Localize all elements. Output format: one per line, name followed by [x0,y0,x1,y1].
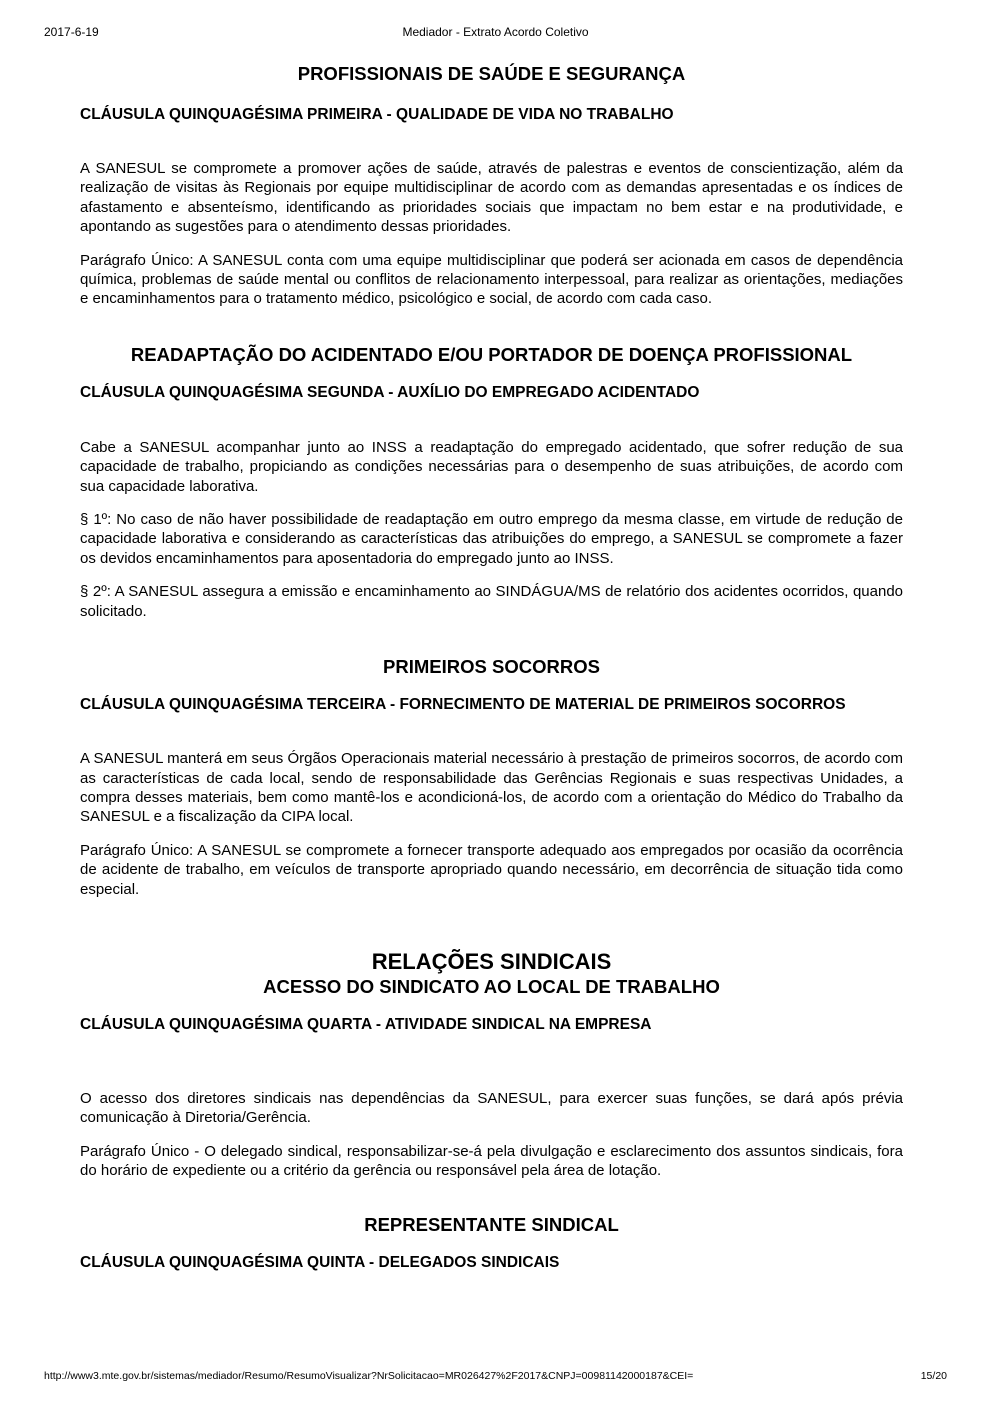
clause-51-paragraph-1: A SANESUL se compromete a promover ações de saúde, através de palestras e eventos de conscientização, além da realização de visitas às Regionais por equipe multidisciplinar de acordo com as demandas apresentadas e os índices de afastamento e absenteísmo, identificando as prioridades sociais que impactam no bem estar e na produtividade, e apontando as sugestões para o atendimento dessas prioridades. [80,160,903,236]
clause-53-paragraph-2: Parágrafo Único: A SANESUL se compromete a fornecer transporte adequado aos empregados por ocasião da ocorrência de acidente de trabalho, em veículos de transporte apropriado quando necessário, em decorrência de situação tida como especial. [80,841,903,898]
section-title-representante-sindical: REPRESENTANTE SINDICAL [364,1213,619,1235]
header-date: 2017-6-19 [44,25,99,39]
clause-51-paragraph-2: Parágrafo Único: A SANESUL conta com uma equipe multidisciplinar que poderá ser acionada em casos de dependência química, problemas de saúde mental ou conflitos de relacionamento interpessoal, para realizar as orientações, mediações e encaminhamentos para o tratamento médico, psicológico e social, de acordo com cada caso. [80,251,903,308]
header-title: Mediador - Extrato Acordo Coletivo [402,25,589,39]
clause-53-paragraph-1: A SANESUL manterá em seus Órgãos Operacionais material necessário à prestação de primeiros socorros, de acordo com as características de cada local, sendo de responsabilidade das Gerências Regionais e suas respectivas Unidades, a compra desses materiais, bem como mantê-los e acondicioná-los, de acordo com a orientação do Médico do Trabalho da SANESUL e a fiscalização da CIPA local. [80,750,903,826]
section-title-readaptacao: READAPTAÇÃO DO ACIDENTADO E/OU PORTADOR DE DOENÇA PROFISSIONAL [130,343,853,365]
footer-url: http://www3.mte.gov.br/sistemas/mediador/Resumo/ResumoVisualizar?NrSolicitacao=MR026427%2F2017&CNPJ=00981142000187&CEI= [44,1370,694,1382]
clause-52-paragraph-2: § 1º: No caso de não haver possibilidade de readaptação em outro emprego da mesma classe, em virtude de redução de capacidade laborativa e considerando as características das atribuições do emprego, a SANESUL se compromete a fazer os devidos encaminhamentos para aposentadoria do empregado junto ao INSS. [80,511,903,567]
clause-54-paragraph-1: O acesso dos diretores sindicais nas dependências da SANESUL, para exercer suas funções, se dará após prévia comunicação à Diretoria/Gerência. [80,1089,903,1127]
section-title-acesso-sindicato: ACESSO DO SINDICATO AO LOCAL DE TRABALHO [263,975,720,997]
clause-52-title: CLÁUSULA QUINQUAGÉSIMA SEGUNDA - AUXÍLIO DO EMPREGADO ACIDENTADO [80,383,700,401]
clause-53-title: CLÁUSULA QUINQUAGÉSIMA TERCEIRA - FORNECIMENTO DE MATERIAL DE PRIMEIROS SOCORROS [80,696,846,714]
section-title-saude-seguranca: PROFISSIONAIS DE SAÚDE E SEGURANÇA [297,63,686,84]
clause-52-paragraph-3: § 2º: A SANESUL assegura a emissão e encaminhamento ao SINDÁGUA/MS de relatório dos acidentes ocorridos, quando solicitado. [80,583,903,620]
group-title-relacoes-sindicais: RELAÇÕES SINDICAIS [371,948,612,974]
clause-54-title: CLÁUSULA QUINQUAGÉSIMA QUARTA - ATIVIDADE SINDICAL NA EMPRESA [80,1015,652,1033]
document-body [80,62,903,1273]
footer-page-number: 15/20 [920,1370,947,1382]
clause-54-paragraph-2: Parágrafo Único - O delegado sindical, responsabilizar-se-á pela divulgação e esclarecimento dos assuntos sindicais, fora do horário de expediente ou a critério da gerência ou responsável pela área de lotação. [80,1142,903,1180]
clause-51-title: CLÁUSULA QUINQUAGÉSIMA PRIMEIRA - QUALIDADE DE VIDA NO TRABALHO [80,106,674,123]
clause-55-title: CLÁUSULA QUINQUAGÉSIMA QUINTA - DELEGADOS SINDICAIS [80,1253,560,1271]
clause-52-paragraph-1: Cabe a SANESUL acompanhar junto ao INSS a readaptação do empregado acidentado, que sofrer redução de sua capacidade de trabalho, propiciando as condições necessárias para o desempenho de suas atribuições, de acordo com sua capacidade laborativa. [80,438,903,495]
section-title-primeiros-socorros: PRIMEIROS SOCORROS [383,656,600,678]
